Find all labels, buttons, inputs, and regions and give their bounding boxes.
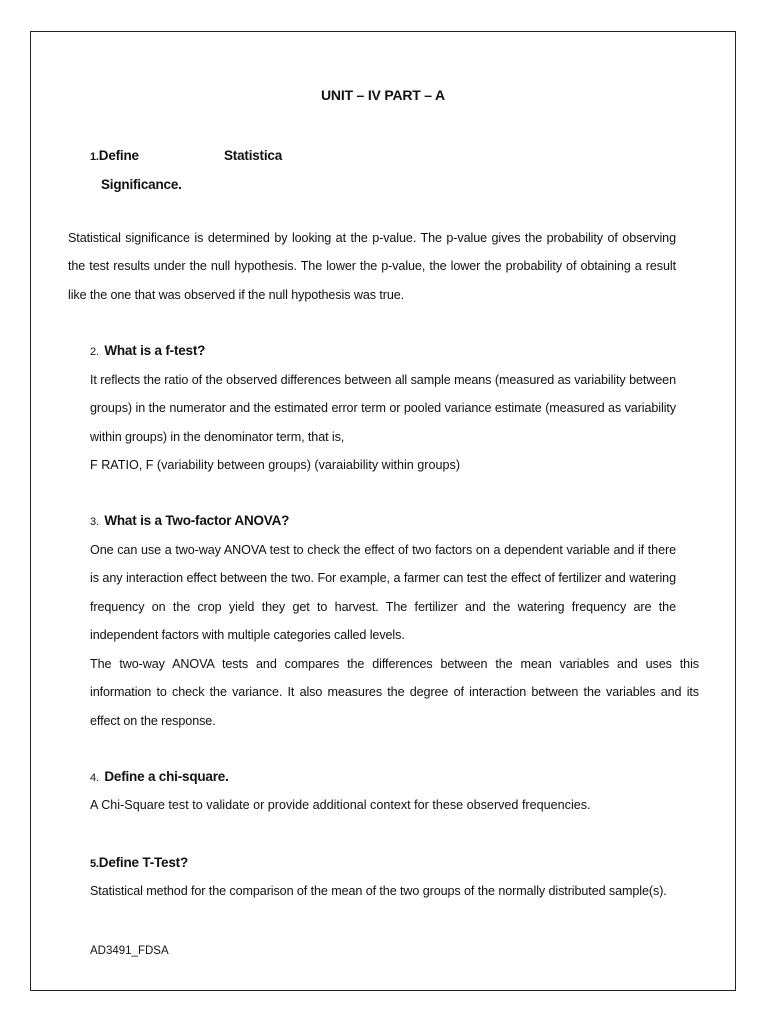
question-4-number: 4. [90, 772, 99, 784]
question-1-heading-part-a: Define [98, 148, 139, 163]
question-4-heading-text: Define a chi-square. [104, 769, 229, 784]
page-title: UNIT – IV PART – A [321, 87, 445, 103]
question-2-heading-text: What is a f-test? [104, 343, 206, 358]
question-3-answer-p1: One can use a two-way ANOVA test to check the effect of two factors on a dependent variable and if there is any interaction effect between the two. For example, a farmer can test the effect of fertilizer and watering frequency on the crop yield they get to harvest. The fertilizer and the watering frequency are the independent factors with multiple categories called levels. [90, 543, 676, 643]
question-1-heading-part-b: Statistica [224, 148, 283, 163]
question-4-answer: A Chi-Square test to validate or provide additional context for these observed frequencies. [90, 798, 591, 812]
question-2-heading [90, 343, 205, 358]
question-5-answer: Statistical method for the comparison of the mean of the two groups of the normally distributed sample(s). [90, 884, 667, 898]
question-2-number: 2. [90, 346, 99, 358]
question-5-heading-text: Define T-Test? [98, 855, 188, 870]
question-3-heading [90, 513, 289, 528]
question-3-answer-p2: The two-way ANOVA tests and compares the differences between the mean variables and uses this information to check the variance. It also measures the degree of interaction between the variables and its effect on the response. [90, 657, 699, 728]
question-3-heading-text: What is a Two-factor ANOVA? [104, 513, 290, 528]
question-1-answer: Statistical significance is determined by looking at the p-value. The p-value gives the probability of observing the test results under the null hypothesis. The lower the p-value, the lower the probability of obtaining a result like the one that was observed if the null hypothesis was true. [68, 231, 676, 302]
question-2-formula: F RATIO, F (variability between groups) (varaiability within groups) [90, 458, 461, 472]
page-border [30, 31, 736, 991]
question-1-number: 1. [90, 151, 99, 163]
question-1-heading-part-c: Significance. [101, 177, 182, 192]
question-1-heading [90, 148, 139, 163]
question-3-number: 3. [90, 516, 99, 528]
question-5-heading [90, 855, 188, 870]
footer-code: AD3491_FDSA [90, 945, 169, 957]
question-2-answer: It reflects the ratio of the observed differences between all sample means (measured as variability between groups) in the numerator and the estimated error term or pooled variance estimate (measured as variability within groups) in the denominator term, that is, [90, 373, 676, 444]
question-5-number: 5. [90, 858, 99, 870]
question-4-heading [90, 769, 229, 784]
